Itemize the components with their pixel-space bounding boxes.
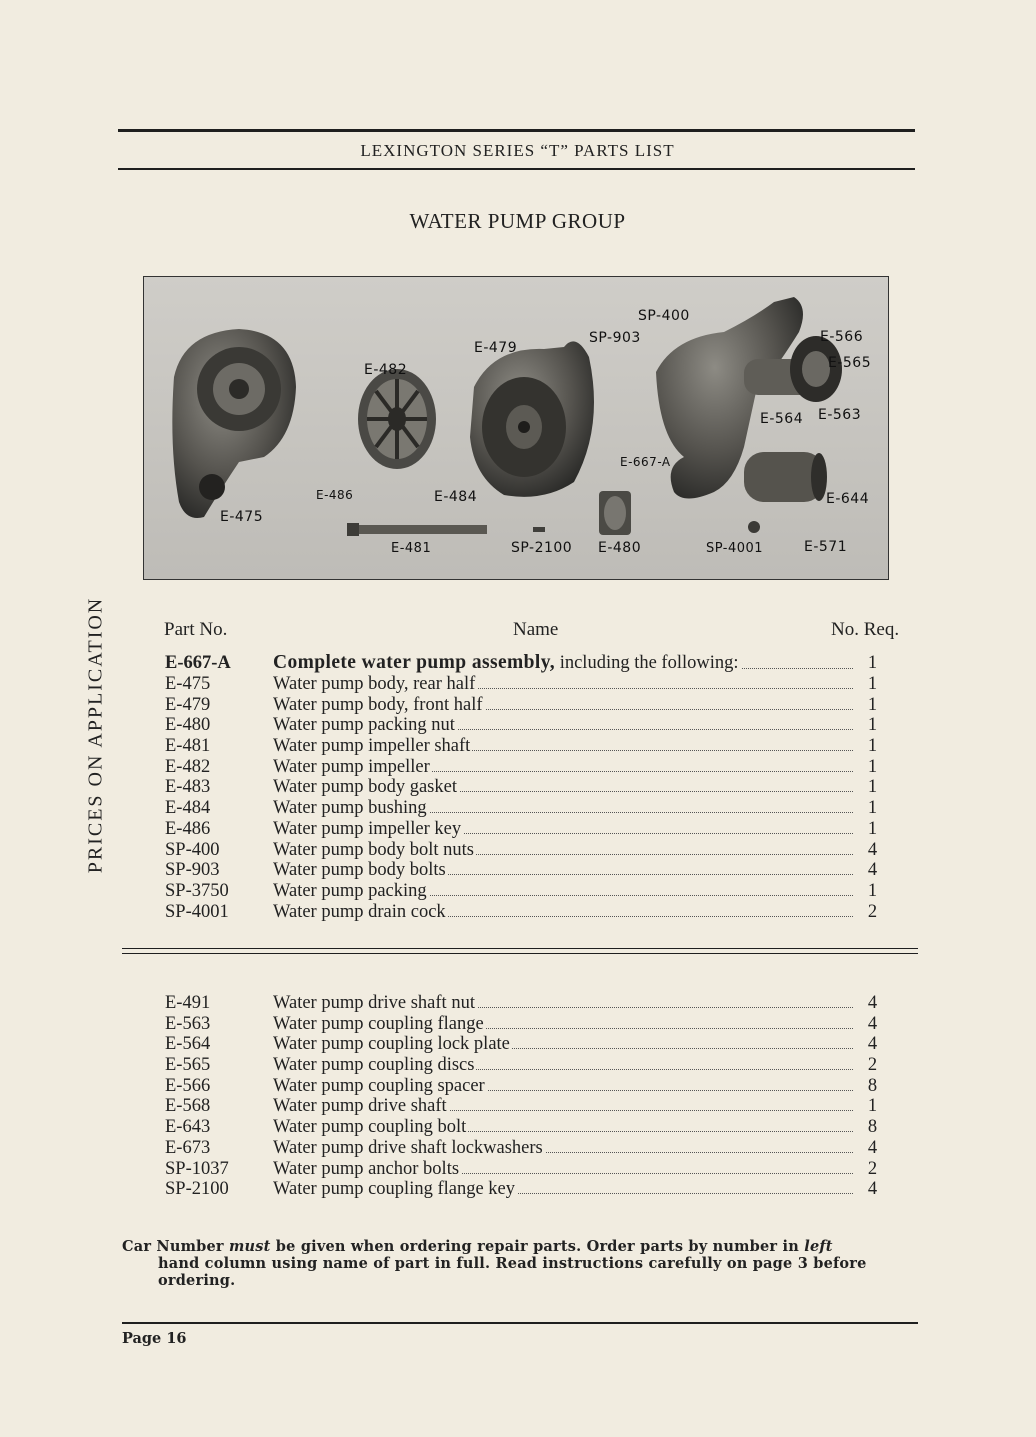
part-name-text: Water pump drain cock xyxy=(273,901,446,922)
photo-label-e484: E-484 xyxy=(434,489,478,505)
quantity: 4 xyxy=(867,1179,878,1200)
side-text-prices: PRICES ON APPLICATION xyxy=(84,596,107,874)
photo-label-e486: E-486 xyxy=(316,488,354,502)
quantity: 4 xyxy=(867,1013,878,1034)
part-name xyxy=(273,881,853,902)
quantity: 4 xyxy=(867,860,878,881)
table-row xyxy=(165,993,880,1014)
parts-photograph xyxy=(143,276,889,580)
part-name-text: Water pump anchor bolts xyxy=(273,1158,460,1179)
part-name-text: Water pump body gasket xyxy=(273,777,457,798)
note-text-a: Car Number xyxy=(122,1238,230,1255)
table-row xyxy=(165,902,880,923)
photo-label-e479: E-479 xyxy=(474,340,518,356)
photo-label-e481: E-481 xyxy=(391,541,432,556)
part-name-text: Water pump coupling bolt xyxy=(273,1117,467,1138)
parts-table-group-2 xyxy=(165,993,880,1200)
quantity: 1 xyxy=(867,798,878,819)
table-row xyxy=(165,757,880,778)
photo-label-e667a: E-667-A xyxy=(620,455,671,469)
quantity: 4 xyxy=(867,839,878,860)
part-number: SP-3750 xyxy=(165,880,229,901)
part-name xyxy=(273,1179,853,1200)
quantity: 1 xyxy=(867,694,878,715)
part-name xyxy=(273,757,853,778)
assembly-name-rest: including the following: xyxy=(555,653,739,673)
part-name xyxy=(273,1138,853,1159)
part-name xyxy=(273,1117,853,1138)
table-row xyxy=(165,1117,880,1138)
table-row xyxy=(165,1034,880,1055)
page-number: Page 16 xyxy=(122,1330,187,1347)
part-name-text: Water pump body, front half xyxy=(273,694,483,715)
header-rule-bottom xyxy=(118,168,915,170)
note-text-c: hand column using name of part in full. Read instructions carefully on page 3 before xyxy=(158,1255,867,1272)
table-row-assembly xyxy=(165,652,880,674)
part-number: SP-903 xyxy=(165,860,220,881)
table-row xyxy=(165,1055,880,1076)
part-number: E-479 xyxy=(165,694,211,715)
table-row xyxy=(165,715,880,736)
note-text-d: ordering. xyxy=(158,1272,236,1289)
column-header-part-no: Part No. xyxy=(164,619,228,640)
part-name xyxy=(273,1076,853,1097)
quantity: 2 xyxy=(867,901,878,922)
part-name-text: Water pump coupling lock plate xyxy=(273,1034,510,1055)
quantity: 1 xyxy=(867,880,878,901)
part-name xyxy=(273,715,853,736)
quantity: 2 xyxy=(867,1158,878,1179)
note-must: must xyxy=(229,1238,271,1255)
shaft-shape xyxy=(347,525,487,534)
group-2-rows xyxy=(165,993,880,1200)
part-name xyxy=(273,993,853,1014)
part-name xyxy=(273,1014,853,1035)
table-row xyxy=(165,840,880,861)
quantity: 1 xyxy=(867,653,878,673)
photo-label-e566: E-566 xyxy=(820,329,864,345)
part-name xyxy=(273,840,853,861)
part-number: E-563 xyxy=(165,1013,211,1034)
part-name-text: Water pump impeller shaft xyxy=(273,736,471,757)
part-name xyxy=(273,695,853,716)
part-number: E-481 xyxy=(165,736,211,757)
part-name-text: Water pump impeller key xyxy=(273,818,462,839)
part-number: SP-400 xyxy=(165,839,220,860)
table-row xyxy=(165,1159,880,1180)
part-number: E-486 xyxy=(165,818,211,839)
part-name-text: Water pump coupling discs xyxy=(273,1055,475,1076)
photo-label-e475: E-475 xyxy=(220,509,264,525)
quantity: 8 xyxy=(867,1075,878,1096)
table-row xyxy=(165,1014,880,1035)
part-number: E-667-A xyxy=(165,653,231,673)
quantity: 8 xyxy=(867,1117,878,1138)
photo-label-sp2100: SP-2100 xyxy=(511,540,573,556)
header-rule-top xyxy=(118,129,915,132)
table-row xyxy=(165,1076,880,1097)
table-row xyxy=(165,695,880,716)
part-name-text: Water pump impeller xyxy=(273,756,430,777)
parts-table-group-1 xyxy=(165,652,880,922)
photo-label-sp400: SP-400 xyxy=(638,308,690,324)
part-name-text: Water pump packing xyxy=(273,880,427,901)
photo-label-e563: E-563 xyxy=(818,407,862,423)
column-header-name: Name xyxy=(513,619,559,640)
part-name-text: Water pump body, rear half xyxy=(273,674,476,694)
part-number: E-475 xyxy=(165,674,211,694)
footer-rule xyxy=(122,1322,918,1324)
part-number: E-568 xyxy=(165,1096,211,1117)
table-row xyxy=(165,819,880,840)
part-name-text: Water pump coupling flange key xyxy=(273,1179,516,1200)
photo-label-e565: E-565 xyxy=(828,355,872,371)
photo-label-e480: E-480 xyxy=(598,540,642,556)
ordering-note xyxy=(122,1238,922,1289)
table-row xyxy=(165,777,880,798)
photo-label-e644: E-644 xyxy=(826,491,870,507)
header-title: LEXINGTON SERIES “T” PARTS LIST xyxy=(360,141,675,160)
part-name-text: Water pump drive shaft lockwashers xyxy=(273,1137,543,1158)
column-header-no-req: No. Req. xyxy=(831,619,900,640)
part-name xyxy=(273,1159,853,1180)
quantity: 1 xyxy=(867,756,878,777)
quantity: 1 xyxy=(867,736,878,757)
group-1-rows xyxy=(165,674,880,922)
part-name-text: Water pump packing nut xyxy=(273,715,455,736)
quantity: 4 xyxy=(867,1137,878,1158)
part-name xyxy=(273,798,853,819)
quantity: 4 xyxy=(867,1034,878,1055)
quantity: 4 xyxy=(867,993,878,1013)
quantity: 1 xyxy=(867,1096,878,1117)
part-name-text: Water pump bushing xyxy=(273,798,427,819)
part-name xyxy=(273,652,853,674)
divider-rule-bottom xyxy=(122,953,918,954)
part-number: E-673 xyxy=(165,1137,211,1158)
table-row xyxy=(165,674,880,695)
part-name-text: Water pump coupling flange xyxy=(273,1013,484,1034)
part-name-text: Water pump body bolts xyxy=(273,860,446,881)
note-text-b: be given when ordering repair parts. Order parts by number in xyxy=(270,1238,805,1255)
part-name xyxy=(273,1034,853,1055)
table-row xyxy=(165,860,880,881)
parts-photo-illustration xyxy=(144,277,888,579)
part-number: SP-1037 xyxy=(165,1158,229,1179)
part-number: E-480 xyxy=(165,715,211,736)
part-name-text: Water pump coupling spacer xyxy=(273,1075,485,1096)
quantity: 1 xyxy=(867,715,878,736)
photo-label-sp4001: SP-4001 xyxy=(706,541,764,556)
photo-label-sp903: SP-903 xyxy=(589,330,641,346)
section-title: WATER PUMP GROUP xyxy=(409,209,626,233)
part-name-text: Water pump drive shaft nut xyxy=(273,993,475,1013)
part-name xyxy=(273,819,853,840)
part-name xyxy=(273,736,853,757)
part-name xyxy=(273,1096,853,1117)
quantity: 2 xyxy=(867,1055,878,1076)
part-number: E-483 xyxy=(165,777,211,798)
part-name xyxy=(273,674,853,695)
table-row xyxy=(165,736,880,757)
table-row xyxy=(165,881,880,902)
table-row xyxy=(165,1138,880,1159)
photo-label-e564: E-564 xyxy=(760,411,804,427)
part-name-text: Water pump body bolt nuts xyxy=(273,839,474,860)
table-row xyxy=(165,1179,880,1200)
part-number: E-565 xyxy=(165,1055,211,1076)
part-number: SP-2100 xyxy=(165,1179,229,1200)
photo-label-e571: E-571 xyxy=(804,539,848,555)
table-row xyxy=(165,798,880,819)
quantity: 1 xyxy=(867,674,878,694)
part-number: SP-4001 xyxy=(165,901,229,922)
part-name xyxy=(273,902,853,923)
part-name xyxy=(273,777,853,798)
part-number: E-484 xyxy=(165,798,211,819)
assembly-name-bold: Complete water pump assembly, xyxy=(273,652,556,673)
part-number: E-566 xyxy=(165,1075,211,1096)
note-left: left xyxy=(804,1238,833,1255)
quantity: 1 xyxy=(867,777,878,798)
table-row xyxy=(165,1096,880,1117)
part-number: E-643 xyxy=(165,1117,211,1138)
part-name xyxy=(273,1055,853,1076)
part-name-text: Water pump drive shaft xyxy=(273,1096,447,1117)
photo-label-e482: E-482 xyxy=(364,362,408,378)
quantity: 1 xyxy=(867,818,878,839)
part-number: E-482 xyxy=(165,756,211,777)
part-number: E-491 xyxy=(165,993,211,1013)
part-number: E-564 xyxy=(165,1034,211,1055)
divider-rule-top xyxy=(122,948,918,949)
part-name xyxy=(273,860,853,881)
